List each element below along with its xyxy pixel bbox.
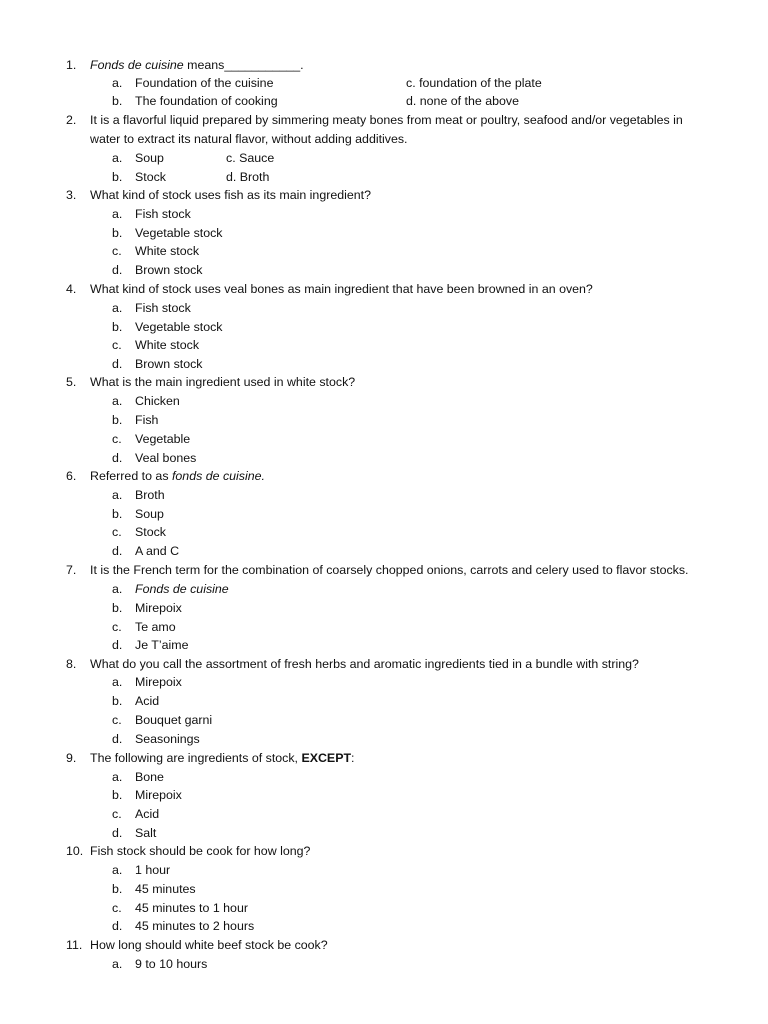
option-text: Mirepoix [135,788,182,802]
option-text: A and C [135,544,180,558]
option-letter: a. [112,582,123,596]
question-number: 9. [66,751,77,765]
option-letter: a. [112,957,123,971]
question-text: What do you call the assortment of fresh herbs and aromatic ingredients tied in a bundle with string? [90,657,639,671]
option-text: Mirepoix [135,601,182,615]
option-letter: d. [112,451,123,465]
option-letter: c. [112,901,122,915]
question-text-post: : [351,751,355,765]
option-text: 45 minutes to 1 hour [135,901,248,915]
question-text: Fish stock should be cook for how long? [90,844,311,858]
question-text: What kind of stock uses veal bones as main ingredient that have been browned in an oven? [90,282,593,296]
option-letter: c. [112,244,122,258]
question-text-post: means___________. [183,58,304,72]
option-text: Broth [135,488,165,502]
question-number: 1. [66,58,77,72]
option-text-right: d. Broth [226,170,270,184]
option-text: Fish stock [135,207,191,221]
option-letter: d. [112,357,123,371]
option-text: 1 hour [135,863,171,877]
question-number: 2. [66,113,77,127]
option-text: The foundation of cooking [135,94,278,108]
question-number: 3. [66,188,77,202]
option-letter: b. [112,788,123,802]
option-letter: a. [112,151,123,165]
option-text: Acid [135,694,160,708]
option-letter: a. [112,675,123,689]
question-emphasis: Fonds de cuisine [90,58,184,72]
question-text-continued: water to extract its natural flavor, without adding additives. [90,132,408,146]
option-text-right: c. foundation of the plate [406,76,542,90]
option-text: Fish [135,413,159,427]
option-letter: b. [112,413,123,427]
option-text-right: d. none of the above [406,94,519,108]
option-letter: c. [112,338,122,352]
option-text: Vegetable stock [135,320,223,334]
option-letter: a. [112,488,123,502]
option-letter: a. [112,770,123,784]
option-letter: b. [112,507,123,521]
option-text: Te amo [135,620,176,634]
question-number: 10. [66,844,84,858]
question-text: What is the main ingredient used in white stock? [90,375,356,389]
option-letter: d. [112,919,123,933]
option-text: Bouquet garni [135,713,213,727]
option-letter: d. [112,263,123,277]
option-letter: c. [112,713,122,727]
option-text: Chicken [135,394,180,408]
question-text: It is the French term for the combination of coarsely chopped onions, carrots and celery used to flavor stocks. [90,563,689,577]
option-letter: d. [112,826,123,840]
option-text: Foundation of the cuisine [135,76,274,90]
question-text [90,56,304,74]
option-letter: a. [112,394,123,408]
question-text-pre: Referred to as [90,469,172,483]
option-text: Soup [135,507,164,521]
option-letter: c. [112,620,122,634]
question-number: 4. [66,282,77,296]
question-emphasis: fonds de cuisine. [171,469,265,483]
question-text-pre: The following are ingredients of stock, [90,751,302,765]
option-letter: b. [112,882,123,896]
option-text: Brown stock [135,357,203,371]
question-text: How long should white beef stock be cook? [90,938,328,952]
question-text [90,467,265,485]
option-text: White stock [135,338,200,352]
option-letter: b. [112,601,123,615]
question-number: 6. [66,469,77,483]
option-text: Stock [135,170,166,184]
option-text: Fish stock [135,301,191,315]
option-text: 9 to 10 hours [135,957,208,971]
option-text: Vegetable [135,432,191,446]
question-number: 8. [66,657,77,671]
option-text: Brown stock [135,263,203,277]
question-number: 5. [66,375,77,389]
option-letter: b. [112,320,123,334]
option-text: Fonds de cuisine [135,582,229,596]
option-text: Bone [135,770,164,784]
option-letter: a. [112,301,123,315]
option-text: Acid [135,807,160,821]
option-letter: b. [112,94,123,108]
option-letter: c. [112,525,122,539]
option-letter: d. [112,638,123,652]
question-text: It is a flavorful liquid prepared by simmering meaty bones from meat or poultry, seafood and/or vegetables in [90,113,683,127]
option-text: White stock [135,244,200,258]
question-text: What kind of stock uses fish as its main ingredient? [90,188,371,202]
option-text: Soup [135,151,164,165]
option-text: Vegetable stock [135,226,223,240]
option-text: Je T’aime [135,638,189,652]
option-letter: c. [112,432,122,446]
option-letter: a. [112,76,123,90]
option-letter: b. [112,226,123,240]
option-letter: b. [112,170,123,184]
question-number: 7. [66,563,77,577]
option-text: Salt [135,826,157,840]
option-letter: a. [112,207,123,221]
option-letter: a. [112,863,123,877]
option-text: 45 minutes to 2 hours [135,919,255,933]
option-text: 45 minutes [135,882,196,896]
question-emphasis-bold: EXCEPT [301,751,352,765]
option-text: Seasonings [135,732,200,746]
option-text-right: c. Sauce [226,151,275,165]
option-text: Mirepoix [135,675,182,689]
option-text: Stock [135,525,166,539]
option-text: Veal bones [135,451,197,465]
option-letter: c. [112,807,122,821]
question-number: 11. [66,938,83,952]
option-letter: b. [112,694,123,708]
option-letter: d. [112,732,123,746]
option-letter: d. [112,544,123,558]
question-text [90,749,354,767]
